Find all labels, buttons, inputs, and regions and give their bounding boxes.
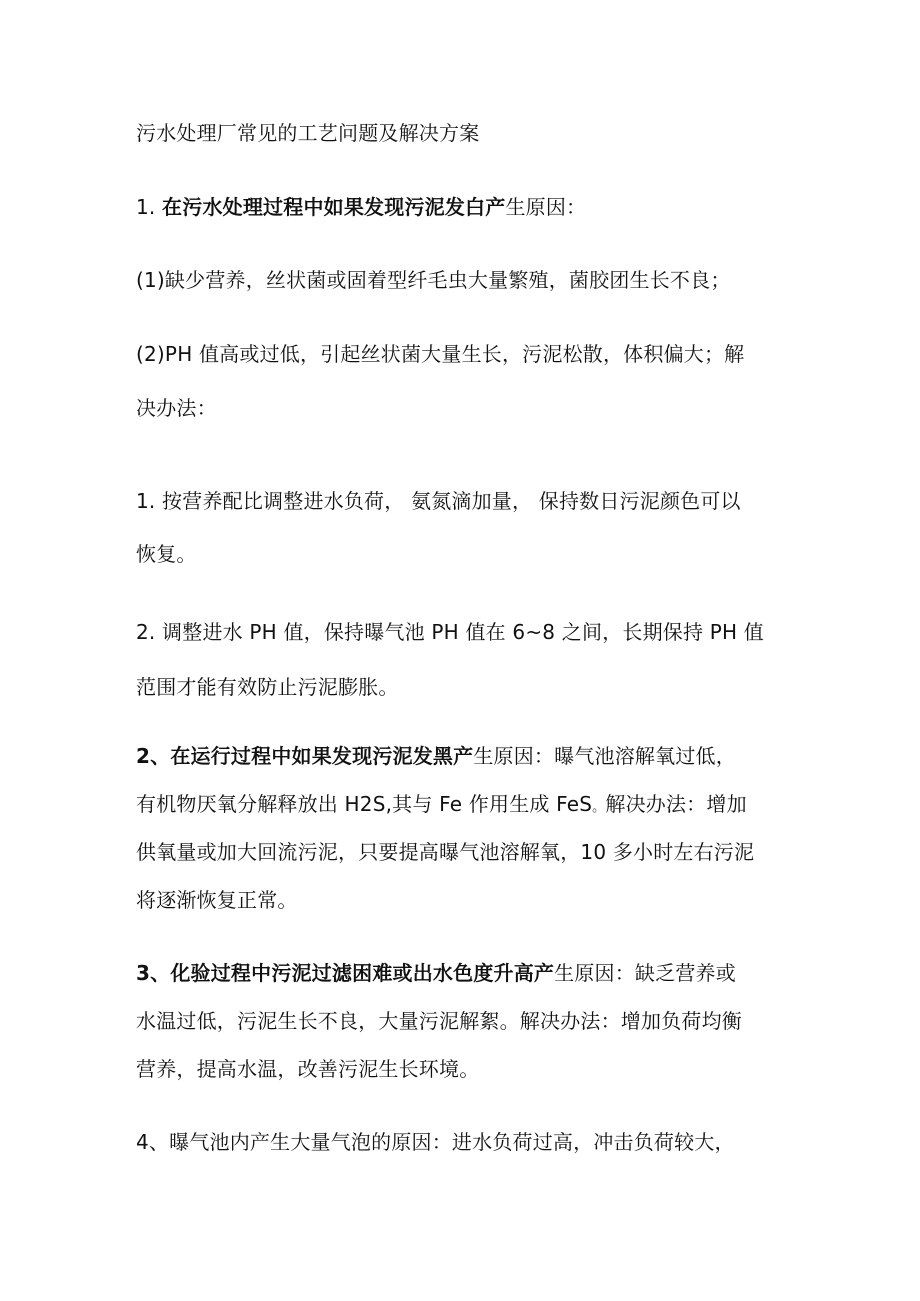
section1-cause2-line1: (2)PH 值高或过低，引起丝状菌大量生长，污泥松散，体积偏大；解 [136, 342, 745, 366]
section2-line1-normal: 生原因：曝气池溶解氧过低， [473, 744, 736, 768]
section3-line2: 水温过低，污泥生长不良，大量污泥解絮。解决办法：增加负荷均衡 [136, 1009, 742, 1033]
section1-heading-normal: 生原因： [505, 195, 587, 219]
section2-line2-tail: 解决办法：增加 [605, 792, 747, 816]
section1-cause2-line2: 决办法： [136, 396, 217, 420]
section1-heading [136, 195, 796, 219]
section1-solution2-line2: 范围才能有效防止污泥膨胀。 [136, 675, 399, 699]
section1-heading-number: 1. [136, 195, 156, 219]
section2-line2-sub: 。 [592, 800, 606, 815]
section3-heading-bold: 3、化验过程中污泥过滤困难或出水色度升高产 [136, 961, 555, 985]
section3-line3: 营养，提高水温，改善污泥生长环境。 [136, 1057, 480, 1081]
section1-solution2-line1: 2. 调整进水 PH 值，保持曝气池 PH 值在 6~8 之间，长期保持 PH 值 [136, 620, 765, 644]
section2-line2 [136, 792, 796, 820]
section1-cause1: (1)缺少营养，丝状菌或固着型纤毛虫大量繁殖，菌胶团生长不良； [136, 268, 731, 292]
section3-line1-normal: 生原因：缺乏营养或 [554, 961, 736, 985]
section1-heading-bold: 在污水处理过程中如果发现污泥发白产 [162, 195, 506, 219]
section2-line1 [136, 744, 796, 768]
section4-line1: 4、曝气池内产生大量气泡的原因：进水负荷过高，冲击负荷较大， [136, 1130, 735, 1154]
section2-line3: 供氧量或加大回流污泥，只要提高曝气池溶解氧，10 多小时左右污泥 [136, 840, 755, 864]
section3-line1 [136, 961, 796, 985]
document-title: 污水处理厂常见的工艺问题及解决方案 [136, 121, 480, 145]
section2-line2-main: 有机物厌氧分解释放出 H2S,其与 Fe 作用生成 FeS [136, 792, 593, 816]
section2-line4: 将逐渐恢复正常。 [136, 888, 298, 912]
section1-solution1-line2: 恢复。 [136, 542, 197, 566]
section1-solution1-line1: 1. 按营养配比调整进水负荷， 氨氮滴加量， 保持数日污泥颜色可以 [136, 489, 741, 513]
section2-heading-bold: 2、在运行过程中如果发现污泥发黑产 [136, 744, 474, 768]
